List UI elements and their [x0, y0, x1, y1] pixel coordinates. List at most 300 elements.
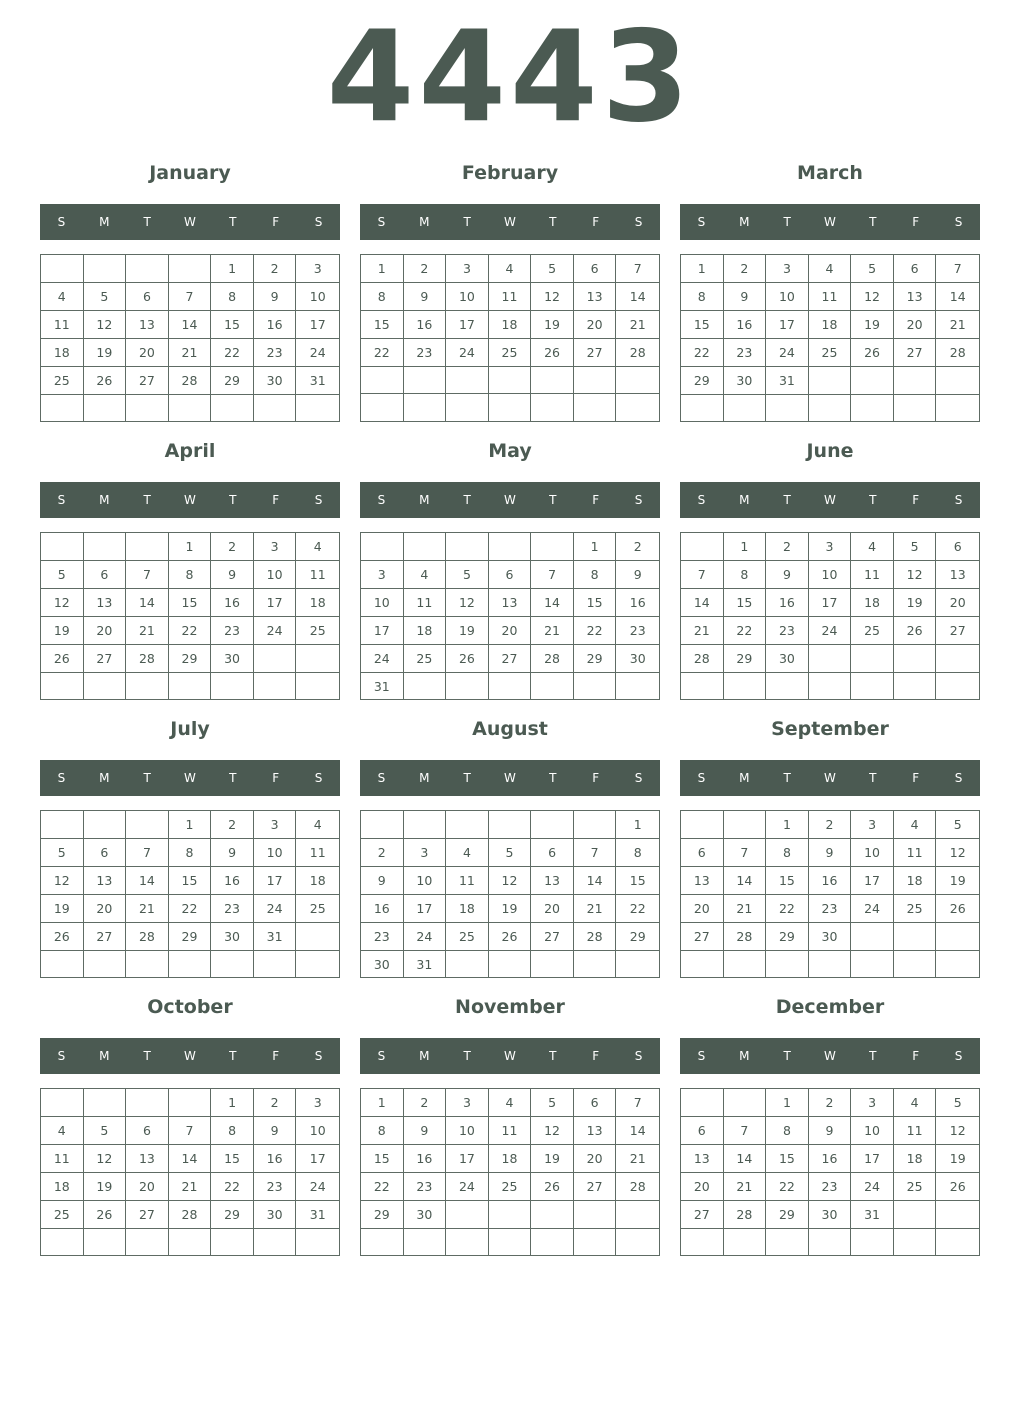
day-cell	[894, 395, 937, 421]
day-cell: 9	[809, 839, 852, 867]
day-cell: 15	[574, 589, 617, 617]
day-cell: 15	[169, 589, 212, 617]
day-cell: 12	[936, 1117, 979, 1145]
day-cell	[211, 1229, 254, 1255]
day-cell	[574, 367, 617, 394]
day-cell	[361, 394, 404, 421]
day-cell: 16	[254, 1145, 297, 1173]
weekday-header	[360, 760, 660, 796]
day-cell: 10	[766, 283, 809, 311]
day-cell: 4	[404, 561, 447, 589]
day-cell	[404, 533, 447, 561]
day-cell: 28	[936, 339, 979, 367]
day-cell: 23	[254, 1173, 297, 1201]
day-cell: 22	[616, 895, 659, 923]
day-cell: 6	[574, 1089, 617, 1117]
day-cell: 17	[296, 1145, 339, 1173]
day-cell: 4	[894, 811, 937, 839]
day-cell	[936, 1201, 979, 1229]
day-cell	[531, 394, 574, 421]
day-cell	[169, 673, 212, 699]
month-title: August	[472, 718, 548, 740]
day-cell: 3	[446, 255, 489, 283]
day-cell: 14	[169, 1145, 212, 1173]
day-cell: 24	[446, 339, 489, 367]
day-cell: 8	[211, 1117, 254, 1145]
day-cell: 5	[84, 283, 127, 311]
day-cell: 25	[489, 1173, 532, 1201]
day-cell: 12	[531, 283, 574, 311]
day-cell: 31	[361, 673, 404, 700]
day-cell: 20	[489, 617, 532, 645]
day-cell: 27	[126, 1201, 169, 1229]
day-cell: 6	[531, 839, 574, 867]
day-cell: 14	[681, 589, 724, 617]
day-cell: 8	[724, 561, 767, 589]
day-cell	[616, 1229, 659, 1255]
day-cell: 22	[361, 1173, 404, 1201]
day-cell: 13	[84, 589, 127, 617]
weekday-header	[680, 204, 980, 240]
day-cell: 1	[169, 811, 212, 839]
day-cell	[851, 923, 894, 951]
month-title: April	[164, 440, 216, 462]
day-cell: 27	[681, 923, 724, 951]
day-cell: 3	[296, 1089, 339, 1117]
day-cell	[446, 394, 489, 421]
day-cell: 21	[724, 1173, 767, 1201]
day-cell: 10	[361, 589, 404, 617]
day-cell	[41, 951, 84, 977]
weekday-label: T	[143, 215, 151, 229]
day-cell	[254, 951, 297, 977]
day-cell: 29	[211, 367, 254, 395]
day-cell: 25	[851, 617, 894, 645]
day-cell: 4	[296, 533, 339, 561]
day-cell: 5	[894, 533, 937, 561]
day-cell: 10	[296, 283, 339, 311]
day-cell: 10	[809, 561, 852, 589]
day-cell	[531, 673, 574, 700]
weekday-label: F	[592, 493, 600, 507]
day-cell: 12	[41, 589, 84, 617]
day-cell	[126, 1229, 169, 1255]
day-cell	[41, 533, 84, 561]
day-cell: 18	[489, 1145, 532, 1173]
weekday-label: T	[463, 215, 471, 229]
day-cell: 6	[126, 283, 169, 311]
day-cell: 15	[361, 311, 404, 339]
day-cell: 2	[211, 811, 254, 839]
day-cell: 30	[254, 367, 297, 395]
day-cell	[809, 395, 852, 421]
day-cell	[489, 811, 532, 839]
day-cell: 12	[446, 589, 489, 617]
day-grid	[40, 532, 340, 700]
day-cell	[404, 367, 447, 394]
day-cell: 7	[616, 255, 659, 283]
day-cell	[894, 1229, 937, 1255]
day-cell: 9	[616, 561, 659, 589]
day-cell: 16	[211, 867, 254, 895]
day-cell	[681, 673, 724, 699]
day-cell: 2	[724, 255, 767, 283]
day-cell: 12	[489, 867, 532, 895]
day-cell: 10	[404, 867, 447, 895]
month-title: July	[170, 718, 210, 740]
day-cell: 29	[724, 645, 767, 673]
day-cell	[126, 1089, 169, 1117]
weekday-header	[360, 482, 660, 518]
day-cell: 6	[126, 1117, 169, 1145]
day-cell: 18	[894, 867, 937, 895]
day-cell	[574, 1229, 617, 1255]
day-cell	[446, 951, 489, 978]
weekday-label: S	[954, 1049, 963, 1063]
day-cell: 6	[936, 533, 979, 561]
weekday-label: S	[377, 215, 386, 229]
weekday-header	[40, 760, 340, 796]
day-cell: 22	[766, 1173, 809, 1201]
day-cell	[211, 395, 254, 421]
weekday-label: T	[783, 493, 791, 507]
weekday-label: S	[697, 493, 706, 507]
day-cell: 7	[616, 1089, 659, 1117]
day-cell: 14	[531, 589, 574, 617]
day-cell: 25	[894, 895, 937, 923]
day-cell: 21	[616, 1145, 659, 1173]
day-cell: 21	[531, 617, 574, 645]
weekday-label: W	[504, 771, 516, 785]
day-cell: 4	[446, 839, 489, 867]
weekday-label: S	[634, 493, 643, 507]
day-cell: 22	[361, 339, 404, 367]
weekday-label: F	[272, 493, 280, 507]
day-cell: 8	[616, 839, 659, 867]
day-cell	[681, 395, 724, 421]
day-cell: 8	[169, 561, 212, 589]
day-cell: 28	[724, 923, 767, 951]
day-cell	[616, 367, 659, 394]
day-cell: 8	[681, 283, 724, 311]
weekday-label: S	[377, 493, 386, 507]
day-cell: 5	[531, 255, 574, 283]
day-cell	[531, 811, 574, 839]
day-cell: 10	[851, 839, 894, 867]
day-cell: 26	[936, 1173, 979, 1201]
day-cell	[809, 645, 852, 673]
day-cell: 9	[254, 1117, 297, 1145]
day-cell: 3	[296, 255, 339, 283]
day-cell: 9	[361, 867, 404, 895]
day-cell	[296, 1229, 339, 1255]
day-cell	[894, 673, 937, 699]
day-cell	[254, 645, 297, 673]
day-cell: 9	[404, 1117, 447, 1145]
day-cell: 12	[894, 561, 937, 589]
weekday-label: T	[463, 771, 471, 785]
day-cell: 4	[809, 255, 852, 283]
day-cell: 7	[169, 283, 212, 311]
day-cell: 29	[361, 1201, 404, 1229]
weekday-label: S	[377, 771, 386, 785]
month-title: May	[488, 440, 532, 462]
day-cell: 19	[851, 311, 894, 339]
day-cell	[296, 673, 339, 699]
day-cell	[404, 811, 447, 839]
day-cell: 18	[809, 311, 852, 339]
weekday-label: T	[869, 493, 877, 507]
day-cell: 21	[616, 311, 659, 339]
day-cell	[681, 533, 724, 561]
day-cell: 30	[254, 1201, 297, 1229]
day-cell: 21	[574, 895, 617, 923]
day-cell: 26	[489, 923, 532, 951]
day-cell: 1	[361, 1089, 404, 1117]
day-cell	[724, 673, 767, 699]
day-cell: 22	[169, 617, 212, 645]
month-title: June	[806, 440, 854, 462]
day-cell: 16	[404, 311, 447, 339]
day-cell: 14	[126, 867, 169, 895]
day-cell: 19	[41, 617, 84, 645]
month-title: October	[147, 996, 233, 1018]
day-cell: 26	[446, 645, 489, 673]
day-cell: 25	[41, 367, 84, 395]
day-cell: 9	[724, 283, 767, 311]
day-cell: 27	[681, 1201, 724, 1229]
day-cell	[126, 951, 169, 977]
day-cell: 23	[361, 923, 404, 951]
day-cell: 29	[681, 367, 724, 395]
day-cell: 29	[766, 923, 809, 951]
day-cell: 13	[574, 1117, 617, 1145]
day-cell: 3	[809, 533, 852, 561]
weekday-label: S	[57, 493, 66, 507]
weekday-label: W	[824, 215, 836, 229]
day-cell: 2	[766, 533, 809, 561]
day-cell: 30	[766, 645, 809, 673]
day-cell: 12	[936, 839, 979, 867]
day-cell: 8	[766, 839, 809, 867]
day-cell: 10	[446, 1117, 489, 1145]
day-cell	[809, 1229, 852, 1255]
weekday-label: S	[57, 1049, 66, 1063]
day-cell: 17	[809, 589, 852, 617]
day-cell	[446, 673, 489, 700]
day-cell: 6	[681, 839, 724, 867]
year-title: 4443	[326, 3, 694, 150]
day-cell	[936, 367, 979, 395]
day-cell	[126, 395, 169, 421]
day-cell: 26	[41, 645, 84, 673]
day-cell	[126, 811, 169, 839]
day-cell: 24	[851, 895, 894, 923]
weekday-label: T	[549, 493, 557, 507]
day-cell: 1	[361, 255, 404, 283]
weekday-label: S	[697, 1049, 706, 1063]
day-cell: 5	[41, 839, 84, 867]
day-cell	[41, 1089, 84, 1117]
day-cell	[936, 395, 979, 421]
day-cell	[724, 951, 767, 977]
weekday-label: T	[869, 215, 877, 229]
day-cell: 11	[851, 561, 894, 589]
day-cell: 14	[574, 867, 617, 895]
day-cell: 24	[404, 923, 447, 951]
day-cell: 3	[361, 561, 404, 589]
day-cell	[361, 367, 404, 394]
day-cell: 18	[489, 311, 532, 339]
day-cell: 11	[894, 839, 937, 867]
day-cell	[84, 1089, 127, 1117]
day-cell: 11	[489, 1117, 532, 1145]
day-cell	[489, 1201, 532, 1229]
day-cell	[936, 923, 979, 951]
day-cell	[296, 923, 339, 951]
day-cell	[489, 951, 532, 978]
day-cell	[851, 645, 894, 673]
day-cell	[296, 645, 339, 673]
day-cell: 25	[894, 1173, 937, 1201]
day-cell	[531, 951, 574, 978]
day-cell: 19	[41, 895, 84, 923]
day-cell: 27	[126, 367, 169, 395]
day-cell: 7	[724, 839, 767, 867]
day-cell: 1	[766, 1089, 809, 1117]
day-cell	[126, 673, 169, 699]
day-cell: 27	[531, 923, 574, 951]
day-cell: 24	[254, 617, 297, 645]
day-cell: 22	[681, 339, 724, 367]
day-cell: 5	[489, 839, 532, 867]
weekday-label: S	[314, 493, 323, 507]
day-cell: 27	[84, 645, 127, 673]
day-cell: 24	[446, 1173, 489, 1201]
weekday-label: F	[912, 1049, 920, 1063]
day-cell	[41, 1229, 84, 1255]
day-cell: 5	[936, 1089, 979, 1117]
day-grid	[40, 254, 340, 422]
day-cell: 25	[446, 923, 489, 951]
day-cell	[296, 395, 339, 421]
weekday-label: S	[634, 1049, 643, 1063]
day-cell: 7	[724, 1117, 767, 1145]
weekday-label: F	[592, 1049, 600, 1063]
day-cell: 16	[211, 589, 254, 617]
day-cell: 4	[851, 533, 894, 561]
day-cell: 19	[531, 311, 574, 339]
day-cell	[531, 1229, 574, 1255]
day-cell	[84, 395, 127, 421]
weekday-header	[680, 1038, 980, 1074]
day-cell: 1	[766, 811, 809, 839]
day-cell: 9	[766, 561, 809, 589]
day-grid	[680, 1088, 980, 1256]
day-cell: 8	[211, 283, 254, 311]
day-cell	[446, 533, 489, 561]
day-cell: 6	[489, 561, 532, 589]
day-cell: 14	[724, 867, 767, 895]
day-cell: 13	[126, 1145, 169, 1173]
weekday-label: T	[869, 771, 877, 785]
day-cell: 13	[531, 867, 574, 895]
day-cell	[936, 951, 979, 977]
weekday-label: F	[272, 215, 280, 229]
day-cell: 26	[531, 1173, 574, 1201]
day-cell: 21	[126, 617, 169, 645]
day-cell	[84, 1229, 127, 1255]
day-cell: 24	[809, 617, 852, 645]
day-cell	[41, 395, 84, 421]
day-cell: 11	[809, 283, 852, 311]
day-cell: 1	[616, 811, 659, 839]
weekday-label: W	[824, 771, 836, 785]
month-title: December	[775, 996, 885, 1018]
day-cell: 15	[616, 867, 659, 895]
day-cell: 10	[254, 839, 297, 867]
day-cell	[574, 811, 617, 839]
day-cell	[616, 951, 659, 978]
day-grid	[360, 810, 660, 978]
day-cell: 6	[894, 255, 937, 283]
day-cell: 7	[169, 1117, 212, 1145]
weekday-label: T	[783, 1049, 791, 1063]
day-cell	[894, 923, 937, 951]
month-title: January	[149, 162, 231, 184]
weekday-label: F	[912, 493, 920, 507]
day-cell	[169, 951, 212, 977]
day-cell: 29	[766, 1201, 809, 1229]
day-cell	[936, 645, 979, 673]
day-cell: 2	[211, 533, 254, 561]
day-cell: 28	[169, 367, 212, 395]
day-cell: 22	[724, 617, 767, 645]
weekday-label: W	[184, 771, 196, 785]
weekday-header	[40, 204, 340, 240]
day-grid	[680, 254, 980, 422]
day-cell	[574, 673, 617, 700]
day-cell	[84, 811, 127, 839]
day-cell: 25	[489, 339, 532, 367]
day-cell: 29	[574, 645, 617, 673]
day-cell: 2	[404, 255, 447, 283]
day-cell	[936, 1229, 979, 1255]
day-cell: 22	[574, 617, 617, 645]
day-cell	[446, 811, 489, 839]
day-cell: 18	[41, 339, 84, 367]
day-cell: 11	[489, 283, 532, 311]
day-cell: 25	[296, 895, 339, 923]
day-cell: 24	[296, 1173, 339, 1201]
weekday-label: S	[314, 771, 323, 785]
day-cell: 13	[126, 311, 169, 339]
weekday-label: T	[229, 1049, 237, 1063]
day-cell: 22	[169, 895, 212, 923]
day-cell	[169, 1089, 212, 1117]
month-title: November	[455, 996, 565, 1018]
day-cell: 26	[84, 367, 127, 395]
day-cell: 11	[41, 311, 84, 339]
day-cell: 2	[809, 1089, 852, 1117]
day-cell: 29	[211, 1201, 254, 1229]
day-cell: 7	[126, 839, 169, 867]
day-cell: 17	[446, 311, 489, 339]
day-grid	[360, 532, 660, 700]
day-cell: 4	[489, 1089, 532, 1117]
day-cell: 9	[809, 1117, 852, 1145]
day-cell: 29	[169, 645, 212, 673]
